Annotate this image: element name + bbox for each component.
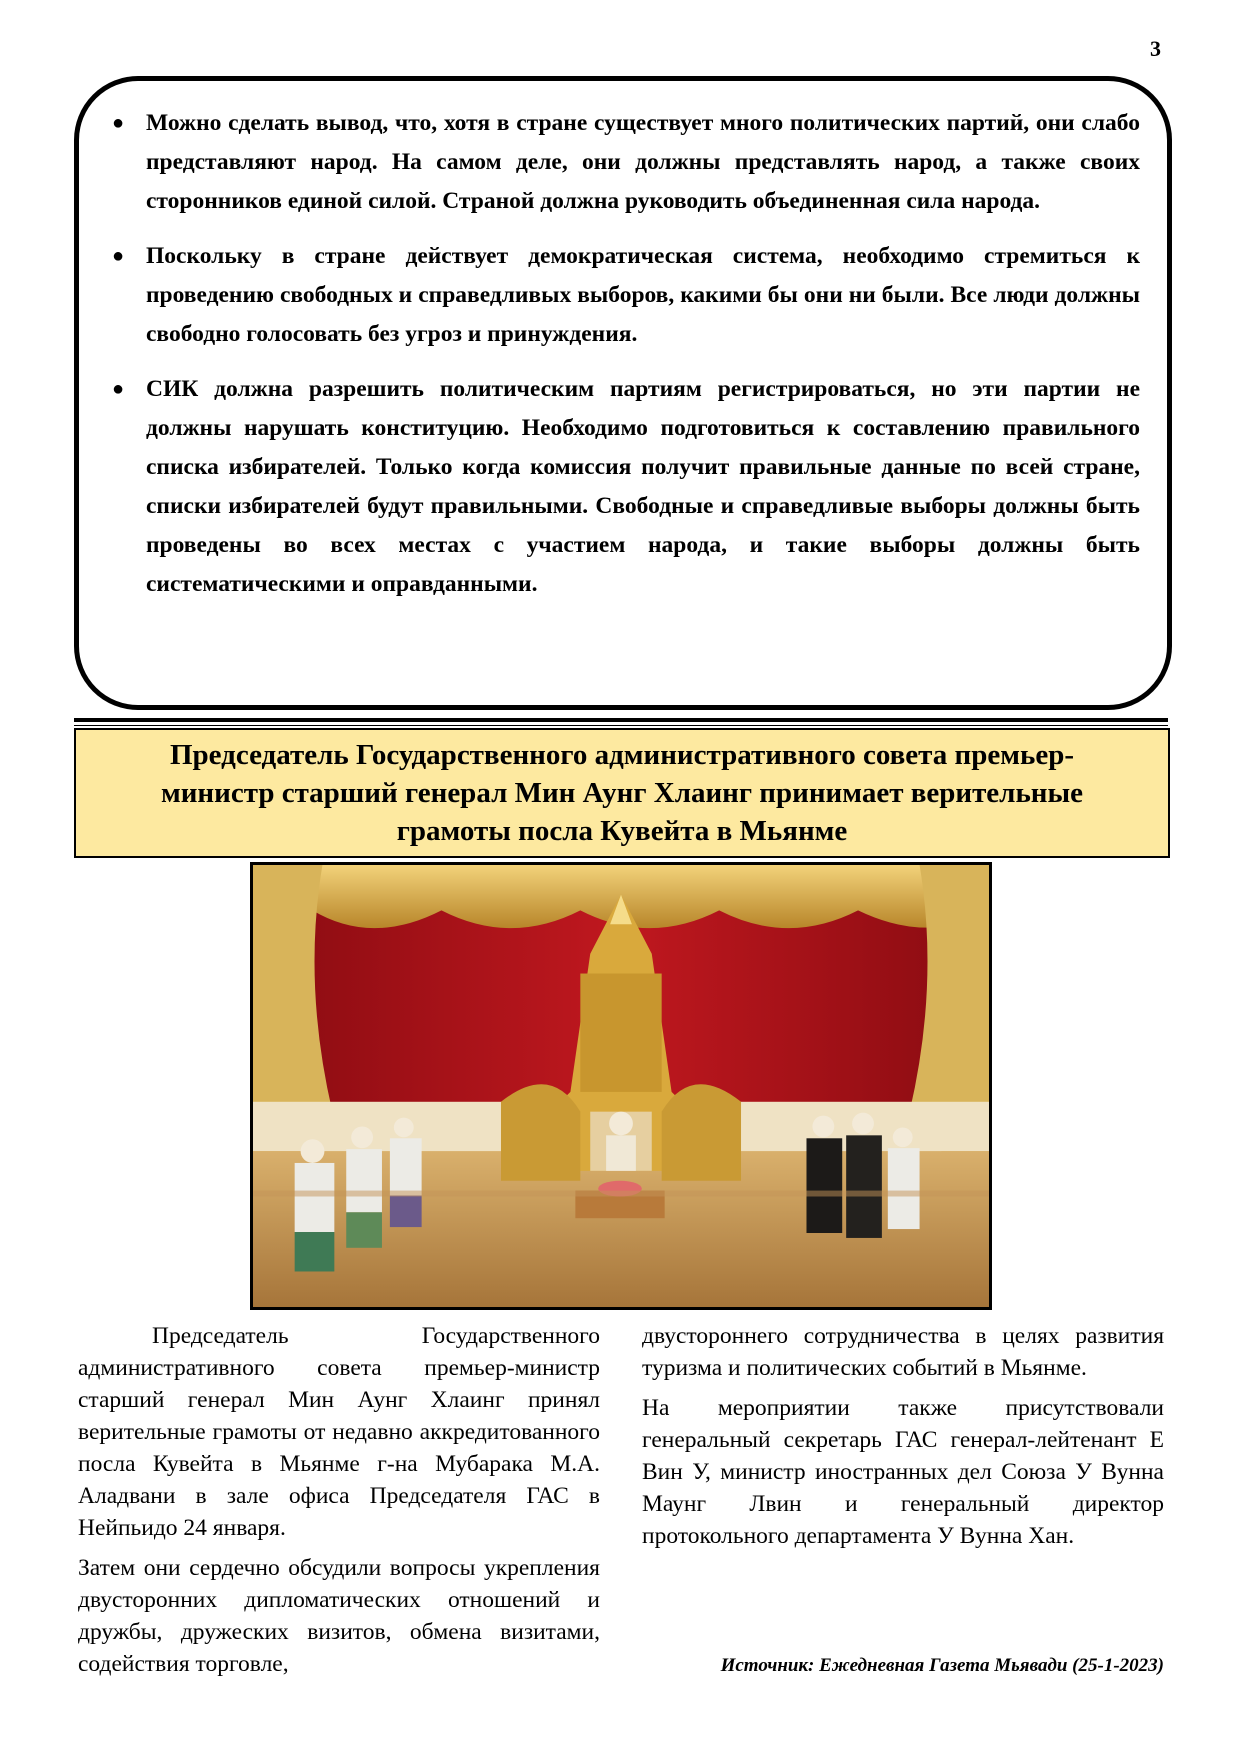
section-divider	[74, 718, 1168, 722]
article-photo	[250, 862, 992, 1310]
bullet-item	[96, 370, 1140, 604]
page-number: 3	[1150, 36, 1161, 61]
article-column-left	[78, 1320, 600, 1688]
article-paragraph: Затем они сердечно обсудили вопросы укрепления двусторонних дипломатических отношений и дружбы, дружеских визитов, обмена визитами, содействия торговле,	[78, 1555, 600, 1677]
section-divider-thin	[74, 725, 1168, 726]
article-paragraph: двустороннего сотрудничества в целях развития туризма и политических событий в Мьянме.	[642, 1323, 1164, 1381]
article-column-right	[642, 1320, 1164, 1560]
bullet-icon: ●	[112, 378, 125, 400]
bullet-text: Поскольку в стране действует демократическая система, необходимо стремиться к проведению свободных и справедливых выборов, какими бы они ни были. Все люди должны свободно голосовать без угроз и принуждения.	[146, 243, 1140, 347]
bullet-item	[96, 104, 1140, 221]
bullet-icon: ●	[112, 112, 125, 134]
headline-banner	[74, 728, 1170, 858]
bullet-text: СИК должна разрешить политическим партиям регистрироваться, но эти партии не должны нарушать конституцию. Необходимо подготовиться к составлению правильного списка избирателей. Только когда комиссия получит правильные данные по всей стране, списки избирателей будут правильными. Свободные и справедливые выборы должны быть проведены во всех местах с участием народа, и такие выборы должны быть систематическими и оправданными.	[146, 376, 1140, 597]
bullet-text: Можно сделать вывод, что, хотя в стране существует много политических партий, они слабо представляют народ. На самом деле, они должны представлять народ, а также своих сторонников единой силой. Страной должна руководить объединенная сила народа.	[146, 110, 1140, 214]
ceremony-hall-photo	[253, 865, 989, 1307]
article-paragraph: На мероприятии также присутствовали генеральный секретарь ГАС генерал-лейтенант Е Вин У, министр иностранных дел Союза У Вунна Маунг Лвин и генеральный директор протокольного департамента У Вунна Хан.	[642, 1395, 1164, 1549]
article-paragraph: Председатель Государственного административного совета премьер-министр старший генерал Мин Аунг Хлаинг принял верительные грамоты от недавно аккредитованного посла Кувейта в Мьянме г-на Мубарака М.А. Аладвани в зале офиса Председателя ГАС в Нейпьидо 24 января.	[78, 1323, 600, 1541]
bullet-icon: ●	[112, 245, 125, 267]
bullet-item	[96, 237, 1140, 354]
article-source: Источник: Ежедневная Газета Мьявади (25-1-2023)	[720, 1655, 1164, 1676]
summary-bullet-list	[96, 104, 1140, 620]
article-headline: Председатель Государственного административного совета премьер-министр старший генерал Мин Аунг Хлаинг принимает верительные грамоты посла Кувейта в Мьянме	[160, 739, 1084, 847]
